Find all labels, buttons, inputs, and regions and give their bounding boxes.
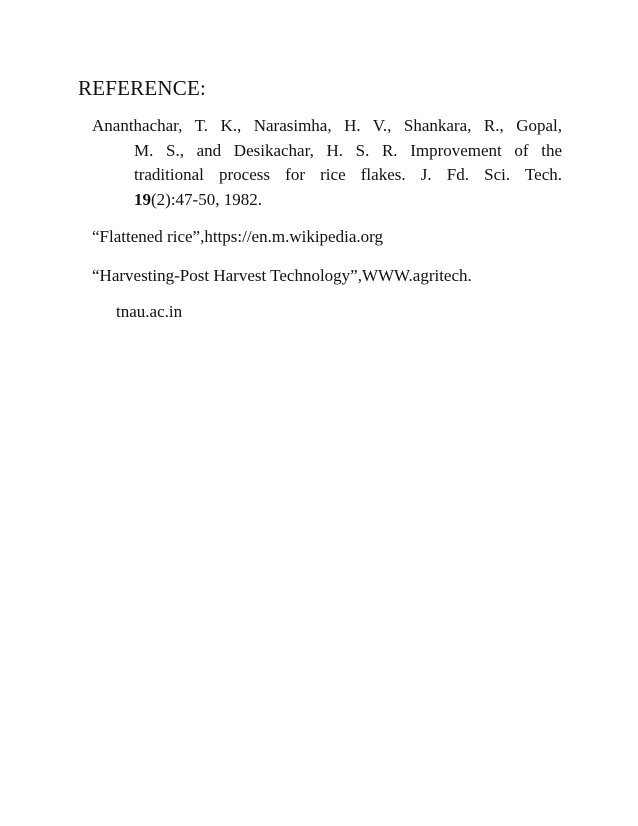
reference-entry-harvesting	[92, 264, 562, 324]
reference-heading: REFERENCE:	[78, 76, 207, 100]
reference-line: tnau.ac.in	[116, 302, 183, 321]
reference-entry-flattened-rice	[92, 225, 562, 249]
reference-line: traditional process for rice flakes. J. Fd. Sci. Tech.	[134, 165, 562, 184]
reference-line: “Harvesting-Post Harvest Technology”,WWW.agritech.	[92, 266, 472, 285]
journal-volume: 19	[134, 189, 151, 209]
reference-entry-ananthachar	[92, 114, 562, 212]
reference-list	[92, 114, 562, 324]
reference-line	[92, 188, 562, 213]
reference-line: Ananthachar, T. K., Narasimha, H. V., Shankara, R., Gopal,	[92, 116, 562, 135]
reference-line: “Flattened rice”,https://en.m.wikipedia.org	[92, 227, 383, 246]
reference-line: M. S., and Desikachar, H. S. R. Improvement of the	[134, 140, 562, 160]
journal-issue-pages-year: (2):47-50, 1982.	[151, 189, 262, 209]
